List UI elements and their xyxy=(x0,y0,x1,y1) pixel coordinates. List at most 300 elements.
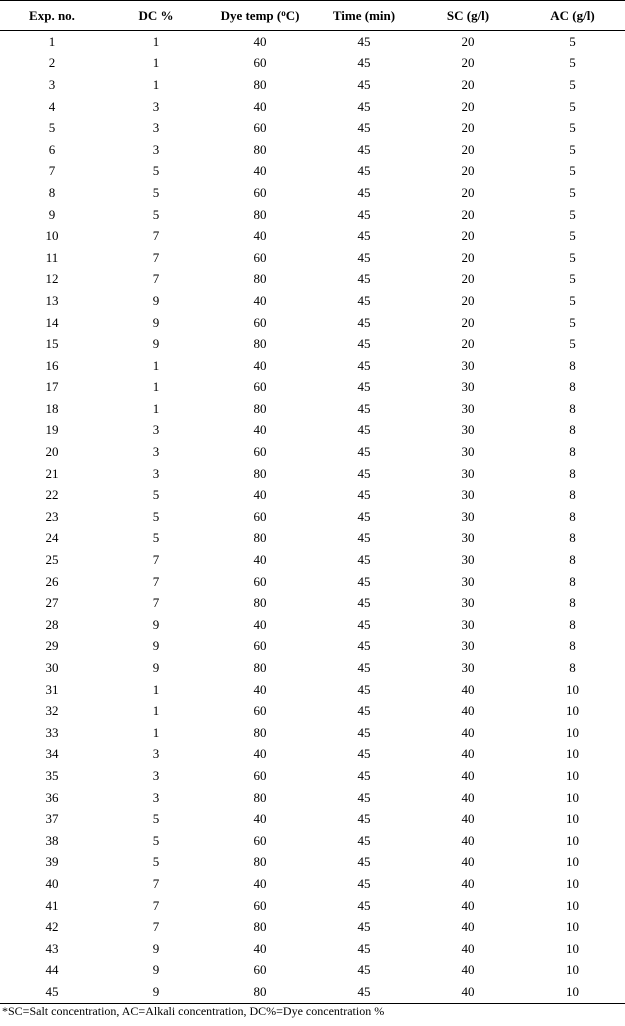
cell-time: 45 xyxy=(357,76,371,92)
cell-dc: 1 xyxy=(152,379,160,395)
cell-dye-temp: 80 xyxy=(253,141,267,157)
cell-time: 45 xyxy=(357,875,371,891)
table-row xyxy=(0,96,625,118)
cell-ac: 8 xyxy=(569,487,576,503)
cell-dye-temp: 80 xyxy=(253,206,267,222)
cell-exp-no: 7 xyxy=(48,163,56,179)
cell-time: 45 xyxy=(357,206,371,222)
cell-sc: 30 xyxy=(461,660,475,676)
cell-sc: 30 xyxy=(461,530,475,546)
cell-dye-temp: 40 xyxy=(253,228,267,244)
cell-sc: 30 xyxy=(461,552,475,568)
cell-exp-no: 45 xyxy=(0,981,104,1003)
cell-dye-temp: 80 xyxy=(208,981,312,1003)
cell-dye-temp: 60 xyxy=(253,55,267,71)
cell-exp-no: 2 xyxy=(48,55,56,71)
table-row xyxy=(0,808,625,830)
cell-exp-no: 30 xyxy=(45,660,59,676)
cell-time: 45 xyxy=(357,789,371,805)
cell-dye-temp: 60 xyxy=(253,249,267,265)
cell-ac: 10 xyxy=(566,767,579,783)
cell-ac: 5 xyxy=(569,120,576,136)
table-row xyxy=(0,852,625,874)
table-row xyxy=(0,614,625,636)
cell-ac: 5 xyxy=(569,228,576,244)
cell-sc: 40 xyxy=(461,789,475,805)
cell-dye-temp: 40 xyxy=(253,357,267,373)
cell-exp-no: 34 xyxy=(45,746,59,762)
table-row xyxy=(0,592,625,614)
cell-sc: 40 xyxy=(461,681,475,697)
cell-exp-no: 10 xyxy=(45,228,59,244)
table-row xyxy=(0,636,625,658)
table-row xyxy=(0,484,625,506)
cell-time: 45 xyxy=(357,854,371,870)
cell-ac: 8 xyxy=(569,552,576,568)
cell-exp-no: 4 xyxy=(48,98,56,114)
cell-exp-no: 23 xyxy=(45,508,59,524)
table-row xyxy=(0,420,625,442)
cell-sc: 30 xyxy=(461,595,475,611)
cell-exp-no: 33 xyxy=(45,724,59,740)
cell-exp-no: 43 xyxy=(45,940,59,956)
cell-dye-temp: 40 xyxy=(253,681,267,697)
table-row xyxy=(0,139,625,161)
table-row xyxy=(0,182,625,204)
cell-dye-temp: 60 xyxy=(253,962,267,978)
cell-ac: 10 xyxy=(566,854,579,870)
cell-dye-temp: 40 xyxy=(253,616,267,632)
table-row xyxy=(0,441,625,463)
cell-time: 45 xyxy=(357,832,371,848)
cell-ac: 10 xyxy=(566,832,579,848)
table-row xyxy=(0,679,625,701)
header-dc: DC % xyxy=(104,1,208,31)
cell-dc: 9 xyxy=(152,336,160,352)
table-row xyxy=(0,290,625,312)
cell-sc: 30 xyxy=(461,638,475,654)
cell-dc: 7 xyxy=(152,228,160,244)
cell-sc: 20 xyxy=(461,292,475,308)
cell-ac: 5 xyxy=(569,163,576,179)
table-row xyxy=(0,765,625,787)
cell-exp-no: 12 xyxy=(45,271,59,287)
cell-exp-no: 22 xyxy=(45,487,59,503)
cell-ac: 10 xyxy=(566,703,579,719)
cell-ac: 8 xyxy=(569,638,576,654)
header-exp-no: Exp. no. xyxy=(0,1,104,31)
cell-ac: 5 xyxy=(569,55,576,71)
cell-exp-no: 21 xyxy=(45,465,59,481)
cell-dye-temp: 80 xyxy=(253,76,267,92)
cell-ac: 10 xyxy=(566,746,579,762)
cell-dye-temp: 80 xyxy=(253,271,267,287)
cell-sc: 20 xyxy=(461,33,475,49)
cell-dc: 5 xyxy=(152,854,160,870)
cell-exp-no: 17 xyxy=(45,379,59,395)
cell-ac: 8 xyxy=(569,660,576,676)
cell-time: 45 xyxy=(357,573,371,589)
cell-exp-no: 8 xyxy=(48,184,56,200)
cell-time: 45 xyxy=(357,552,371,568)
table-row xyxy=(0,981,625,1003)
table-row xyxy=(0,117,625,139)
cell-sc: 40 xyxy=(461,962,475,978)
cell-dye-temp: 40 xyxy=(253,163,267,179)
cell-dye-temp: 80 xyxy=(253,919,267,935)
cell-dc: 1 xyxy=(152,33,160,49)
cell-dc: 1 xyxy=(152,357,160,373)
cell-ac: 8 xyxy=(569,616,576,632)
cell-exp-no: 38 xyxy=(45,832,59,848)
cell-time: 45 xyxy=(357,120,371,136)
cell-sc: 30 xyxy=(461,616,475,632)
cell-ac: 10 xyxy=(566,681,579,697)
cell-exp-no: 1 xyxy=(48,33,56,49)
cell-time: 45 xyxy=(357,271,371,287)
cell-dc: 1 xyxy=(152,681,160,697)
table-row xyxy=(0,377,625,399)
cell-sc: 40 xyxy=(461,703,475,719)
cell-time: 45 xyxy=(357,703,371,719)
cell-dye-temp: 60 xyxy=(253,184,267,200)
cell-exp-no: 16 xyxy=(45,357,59,373)
cell-exp-no: 18 xyxy=(45,400,59,416)
cell-ac: 10 xyxy=(566,940,579,956)
cell-time: 45 xyxy=(357,660,371,676)
header-dye-temp-prefix: Dye temp ( xyxy=(220,7,282,23)
cell-exp-no: 5 xyxy=(48,120,56,136)
cell-time: 45 xyxy=(357,163,371,179)
cell-ac: 8 xyxy=(569,357,576,373)
cell-time: 45 xyxy=(357,141,371,157)
cell-sc: 30 xyxy=(461,379,475,395)
cell-sc: 40 xyxy=(461,940,475,956)
cell-dye-temp: 80 xyxy=(253,660,267,676)
cell-time: 45 xyxy=(357,228,371,244)
cell-exp-no: 35 xyxy=(45,767,59,783)
header-row xyxy=(0,1,625,31)
table-row xyxy=(0,895,625,917)
cell-ac: 5 xyxy=(569,271,576,287)
cell-exp-no: 40 xyxy=(45,875,59,891)
cell-sc: 20 xyxy=(461,271,475,287)
table-row xyxy=(0,463,625,485)
cell-sc: 40 xyxy=(461,875,475,891)
cell-dye-temp: 60 xyxy=(253,832,267,848)
cell-exp-no: 14 xyxy=(45,314,59,330)
cell-time: 45 xyxy=(357,897,371,913)
cell-dye-temp: 60 xyxy=(253,703,267,719)
cell-ac: 8 xyxy=(569,595,576,611)
cell-time: 45 xyxy=(357,681,371,697)
cell-ac: 5 xyxy=(569,336,576,352)
cell-sc: 40 xyxy=(461,832,475,848)
cell-dc: 5 xyxy=(152,530,160,546)
cell-ac: 8 xyxy=(569,379,576,395)
cell-ac: 10 xyxy=(566,811,579,827)
header-dye-temp-suffix: C) xyxy=(285,7,300,23)
cell-exp-no: 19 xyxy=(45,422,59,438)
cell-ac: 8 xyxy=(569,573,576,589)
cell-time: 45 xyxy=(357,724,371,740)
cell-ac: 8 xyxy=(569,465,576,481)
table-row xyxy=(0,657,625,679)
cell-dc: 3 xyxy=(152,120,160,136)
header-time: Time (min) xyxy=(312,1,416,31)
cell-dc: 7 xyxy=(152,897,160,913)
cell-dye-temp: 60 xyxy=(253,767,267,783)
cell-time: 45 xyxy=(357,940,371,956)
cell-dye-temp: 80 xyxy=(253,595,267,611)
table-row xyxy=(0,916,625,938)
cell-time: 45 xyxy=(357,292,371,308)
cell-exp-no: 20 xyxy=(45,444,59,460)
cell-exp-no: 15 xyxy=(45,336,59,352)
table-row xyxy=(0,506,625,528)
cell-exp-no: 24 xyxy=(45,530,59,546)
cell-exp-no: 42 xyxy=(45,919,59,935)
cell-dc: 7 xyxy=(152,875,160,891)
cell-exp-no: 3 xyxy=(48,76,56,92)
cell-time: 45 xyxy=(312,981,416,1003)
cell-ac: 5 xyxy=(569,33,576,49)
cell-time: 45 xyxy=(357,508,371,524)
header-dye-temp xyxy=(208,1,312,31)
cell-exp-no: 32 xyxy=(45,703,59,719)
cell-time: 45 xyxy=(357,422,371,438)
cell-time: 45 xyxy=(357,444,371,460)
cell-time: 45 xyxy=(357,595,371,611)
cell-time: 45 xyxy=(357,33,371,49)
table-row xyxy=(0,528,625,550)
cell-dye-temp: 80 xyxy=(253,400,267,416)
cell-sc: 40 xyxy=(461,746,475,762)
cell-ac: 10 xyxy=(566,724,579,740)
cell-time: 45 xyxy=(357,530,371,546)
cell-sc: 40 xyxy=(461,767,475,783)
cell-dc: 9 xyxy=(152,638,160,654)
cell-dc: 1 xyxy=(152,55,160,71)
cell-sc: 40 xyxy=(461,811,475,827)
cell-dc: 5 xyxy=(152,184,160,200)
cell-dye-temp: 80 xyxy=(253,724,267,740)
cell-dye-temp: 40 xyxy=(253,875,267,891)
cell-dye-temp: 40 xyxy=(253,487,267,503)
table-row xyxy=(0,333,625,355)
cell-dye-temp: 80 xyxy=(253,854,267,870)
cell-dye-temp: 40 xyxy=(253,811,267,827)
cell-sc: 30 xyxy=(461,422,475,438)
cell-sc: 20 xyxy=(461,184,475,200)
cell-dc: 5 xyxy=(152,206,160,222)
cell-sc: 20 xyxy=(461,206,475,222)
cell-dc: 9 xyxy=(152,962,160,978)
cell-dc: 1 xyxy=(152,703,160,719)
cell-sc: 30 xyxy=(461,465,475,481)
cell-time: 45 xyxy=(357,98,371,114)
degree-superscript: o xyxy=(281,7,286,18)
cell-time: 45 xyxy=(357,962,371,978)
cell-ac: 8 xyxy=(569,530,576,546)
cell-ac: 8 xyxy=(569,422,576,438)
cell-ac: 5 xyxy=(569,206,576,222)
cell-ac: 10 xyxy=(520,981,625,1003)
table-row xyxy=(0,53,625,75)
cell-exp-no: 31 xyxy=(45,681,59,697)
table-row xyxy=(0,204,625,226)
cell-time: 45 xyxy=(357,746,371,762)
cell-ac: 10 xyxy=(566,875,579,891)
cell-dc: 3 xyxy=(152,98,160,114)
table-row xyxy=(0,31,625,53)
table-row xyxy=(0,722,625,744)
cell-time: 45 xyxy=(357,811,371,827)
cell-time: 45 xyxy=(357,249,371,265)
cell-time: 45 xyxy=(357,184,371,200)
cell-ac: 5 xyxy=(569,141,576,157)
cell-sc: 20 xyxy=(461,76,475,92)
cell-sc: 20 xyxy=(461,228,475,244)
cell-dc: 3 xyxy=(152,789,160,805)
cell-dc: 1 xyxy=(152,76,160,92)
cell-sc: 20 xyxy=(461,249,475,265)
table-row xyxy=(0,74,625,96)
cell-dc: 7 xyxy=(152,919,160,935)
cell-exp-no: 41 xyxy=(45,897,59,913)
cell-ac: 8 xyxy=(569,400,576,416)
cell-dye-temp: 40 xyxy=(253,33,267,49)
cell-dye-temp: 80 xyxy=(253,336,267,352)
cell-dc: 7 xyxy=(152,552,160,568)
cell-dc: 3 xyxy=(152,767,160,783)
table-row xyxy=(0,744,625,766)
cell-sc: 30 xyxy=(461,573,475,589)
cell-dye-temp: 60 xyxy=(253,573,267,589)
table-footnote: *SC=Salt concentration, AC=Alkali concentration, DC%=Dye concentration % xyxy=(2,1004,385,1018)
cell-exp-no: 39 xyxy=(45,854,59,870)
table-body xyxy=(0,31,625,1004)
cell-dye-temp: 80 xyxy=(253,789,267,805)
cell-exp-no: 37 xyxy=(45,811,59,827)
table-row xyxy=(0,938,625,960)
cell-dye-temp: 60 xyxy=(253,379,267,395)
cell-dc: 5 xyxy=(152,487,160,503)
cell-ac: 10 xyxy=(566,919,579,935)
cell-ac: 5 xyxy=(569,314,576,330)
header-sc: SC (g/l) xyxy=(416,1,520,31)
cell-dc: 3 xyxy=(152,465,160,481)
table-row xyxy=(0,398,625,420)
cell-dc: 3 xyxy=(152,444,160,460)
table-row xyxy=(0,247,625,269)
cell-sc: 30 xyxy=(461,444,475,460)
cell-dye-temp: 60 xyxy=(253,897,267,913)
cell-dc: 7 xyxy=(152,249,160,265)
table-row xyxy=(0,355,625,377)
cell-dc: 1 xyxy=(152,724,160,740)
cell-dc: 9 xyxy=(152,660,160,676)
cell-dc: 9 xyxy=(104,981,208,1003)
table-row xyxy=(0,269,625,291)
cell-time: 45 xyxy=(357,379,371,395)
cell-dye-temp: 40 xyxy=(253,552,267,568)
cell-exp-no: 26 xyxy=(45,573,59,589)
cell-dye-temp: 40 xyxy=(253,940,267,956)
cell-dye-temp: 60 xyxy=(253,444,267,460)
cell-dc: 7 xyxy=(152,271,160,287)
cell-exp-no: 6 xyxy=(48,141,56,157)
cell-dc: 3 xyxy=(152,422,160,438)
cell-dc: 5 xyxy=(152,508,160,524)
table-row xyxy=(0,225,625,247)
table-row xyxy=(0,312,625,334)
cell-ac: 5 xyxy=(569,76,576,92)
cell-sc: 40 xyxy=(416,981,520,1003)
cell-ac: 5 xyxy=(569,249,576,265)
cell-sc: 40 xyxy=(461,897,475,913)
cell-dc: 3 xyxy=(152,141,160,157)
cell-sc: 20 xyxy=(461,336,475,352)
cell-dye-temp: 60 xyxy=(253,508,267,524)
cell-sc: 30 xyxy=(461,400,475,416)
cell-sc: 40 xyxy=(461,919,475,935)
cell-exp-no: 29 xyxy=(45,638,59,654)
cell-exp-no: 11 xyxy=(45,249,59,265)
header-ac: AC (g/l) xyxy=(520,1,625,31)
cell-exp-no: 27 xyxy=(45,595,59,611)
cell-dc: 5 xyxy=(152,163,160,179)
cell-time: 45 xyxy=(357,616,371,632)
table-row xyxy=(0,787,625,809)
cell-dc: 9 xyxy=(152,292,160,308)
cell-time: 45 xyxy=(357,336,371,352)
cell-ac: 8 xyxy=(569,508,576,524)
cell-time: 45 xyxy=(357,357,371,373)
cell-sc: 20 xyxy=(461,314,475,330)
cell-dc: 5 xyxy=(152,811,160,827)
cell-ac: 10 xyxy=(566,789,579,805)
cell-sc: 20 xyxy=(461,141,475,157)
table-row xyxy=(0,700,625,722)
table-row xyxy=(0,873,625,895)
cell-dc: 7 xyxy=(152,573,160,589)
cell-sc: 20 xyxy=(461,163,475,179)
cell-dye-temp: 80 xyxy=(253,465,267,481)
cell-ac: 10 xyxy=(566,962,579,978)
cell-ac: 5 xyxy=(569,98,576,114)
cell-dc: 9 xyxy=(152,314,160,330)
cell-time: 45 xyxy=(357,919,371,935)
cell-time: 45 xyxy=(357,465,371,481)
cell-dye-temp: 80 xyxy=(253,530,267,546)
cell-sc: 40 xyxy=(461,724,475,740)
cell-time: 45 xyxy=(357,487,371,503)
cell-time: 45 xyxy=(357,314,371,330)
cell-dye-temp: 60 xyxy=(253,120,267,136)
cell-sc: 30 xyxy=(461,508,475,524)
cell-dc: 9 xyxy=(152,616,160,632)
cell-exp-no: 9 xyxy=(48,206,56,222)
cell-ac: 10 xyxy=(566,897,579,913)
table-row xyxy=(0,161,625,183)
cell-sc: 20 xyxy=(461,55,475,71)
cell-exp-no: 36 xyxy=(45,789,59,805)
cell-dc: 3 xyxy=(152,746,160,762)
table-row xyxy=(0,960,625,982)
cell-exp-no: 13 xyxy=(45,292,59,308)
cell-dc: 7 xyxy=(152,595,160,611)
